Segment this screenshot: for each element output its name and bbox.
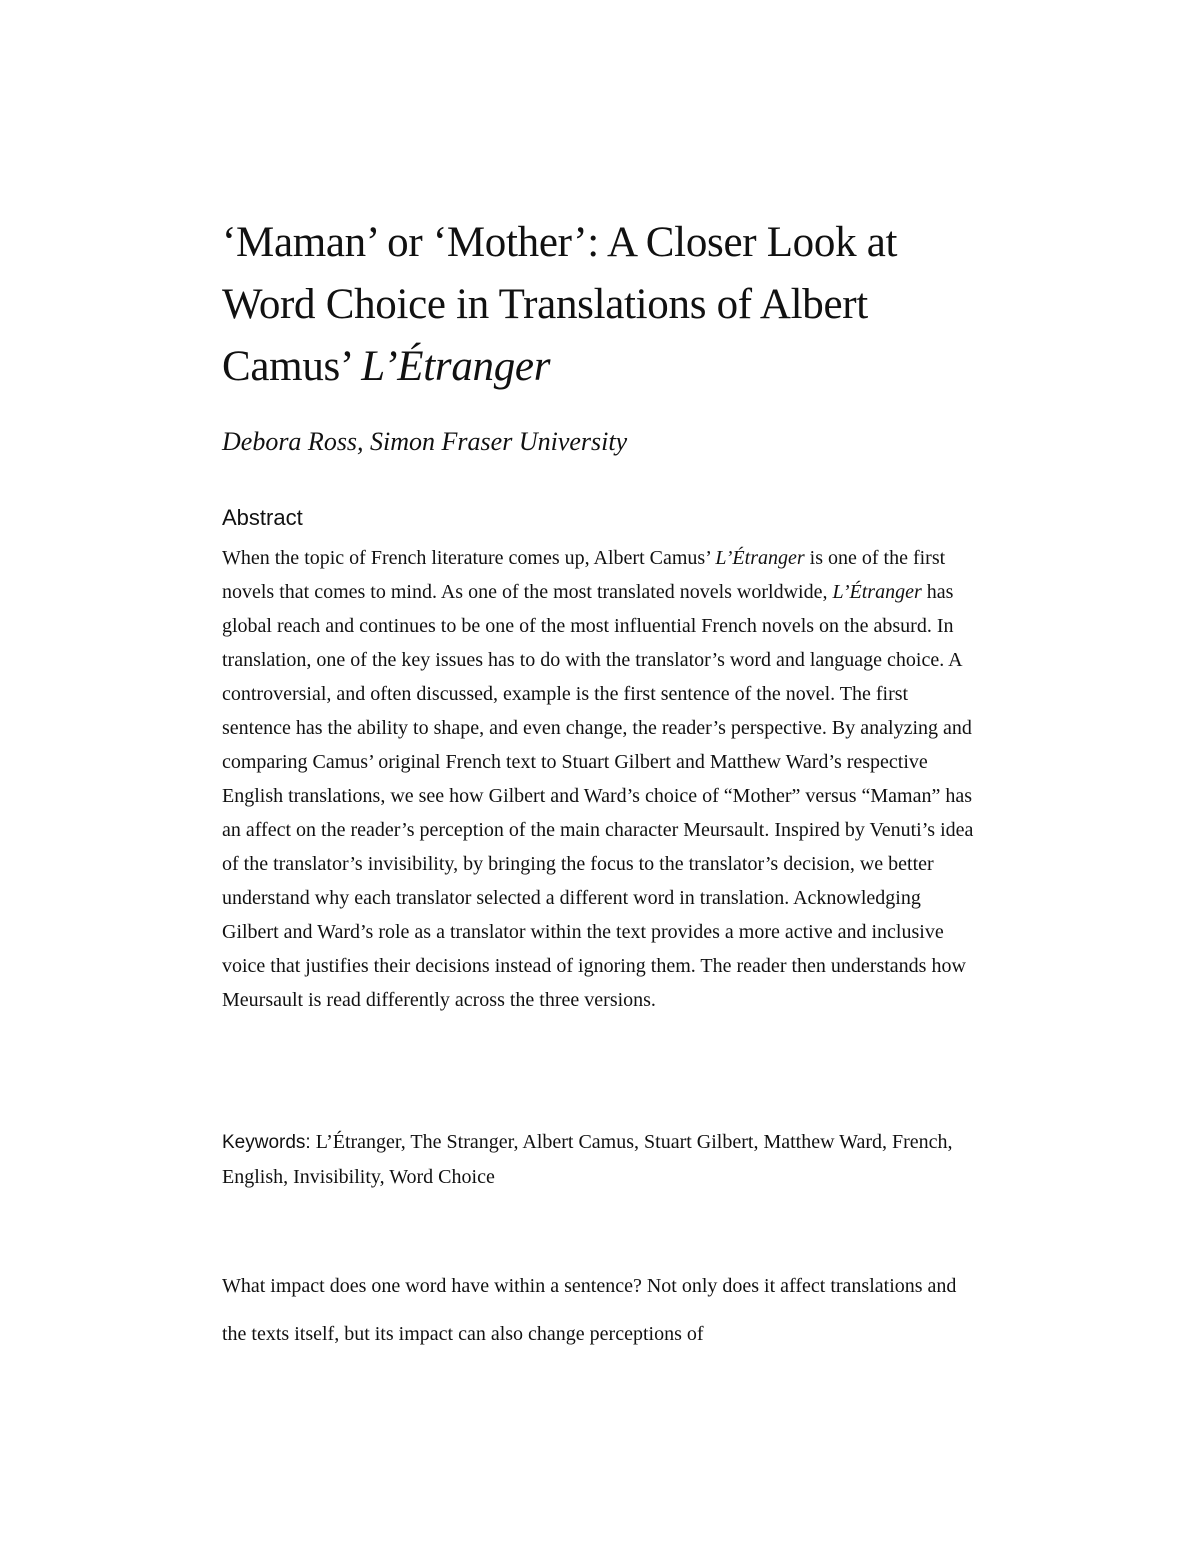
paper-title <box>222 212 982 398</box>
abstract-heading: Abstract <box>222 505 303 530</box>
title-line-3-prefix: Camus’ <box>222 343 362 390</box>
keywords-label: Keywords: <box>222 1132 311 1153</box>
keywords-list: L’Étranger, The Stranger, Albert Camus, Stuart Gilbert, Matthew Ward, French, English, Invisibility, Word Choice <box>222 1131 953 1188</box>
abstract-italic-2: L’Étranger <box>832 581 922 603</box>
author-affiliation: Debora Ross, Simon Fraser University <box>222 427 628 456</box>
title-line-2: Word Choice in Translations of Albert <box>222 281 868 328</box>
abstract-text <box>222 541 980 1017</box>
abstract-part-2: is one of the first novels that comes to mind. As one of the most translated novels worldwide, <box>222 547 946 603</box>
title-italic-work: L’Étranger <box>361 343 551 390</box>
body-paragraph: What impact does one word have within a sentence? Not only does it affect translations and the texts itself, but its impact can also change perceptions of <box>222 1275 957 1345</box>
abstract-italic-1: L’Étranger <box>715 547 805 569</box>
abstract-part-1: When the topic of French literature comes up, Albert Camus’ <box>222 547 716 569</box>
keywords <box>222 1125 980 1194</box>
title-line-1: ‘Maman’ or ‘Mother’: A Closer Look at <box>222 219 898 266</box>
abstract-part-3: has global reach and continues to be one of the most influential French novels on the absurd. In translation, one of the key issues has to do with the translator’s word and language choice. A controversial, and often discussed, example is the first sentence of the novel. The first sentence has the ability to shape, and even change, the reader’s perspective. By analyzing and comparing Camus’ original French text to Stuart Gilbert and Matthew Ward’s respective English translations, we see how Gilbert and Ward’s choice of “Mother” versus “Maman” has an affect on the reader’s perception of the main character Meursault. Inspired by Venuti’s idea of the translator’s invisibility, by bringing the focus to the translator’s decision, we better understand why each translator selected a different word in translation. Acknowledging Gilbert and Ward’s role as a translator within the text provides a more active and inclusive voice that justifies their decisions instead of ignoring them. The reader then understands how Meursault is read differently across the three versions. <box>222 581 974 1011</box>
